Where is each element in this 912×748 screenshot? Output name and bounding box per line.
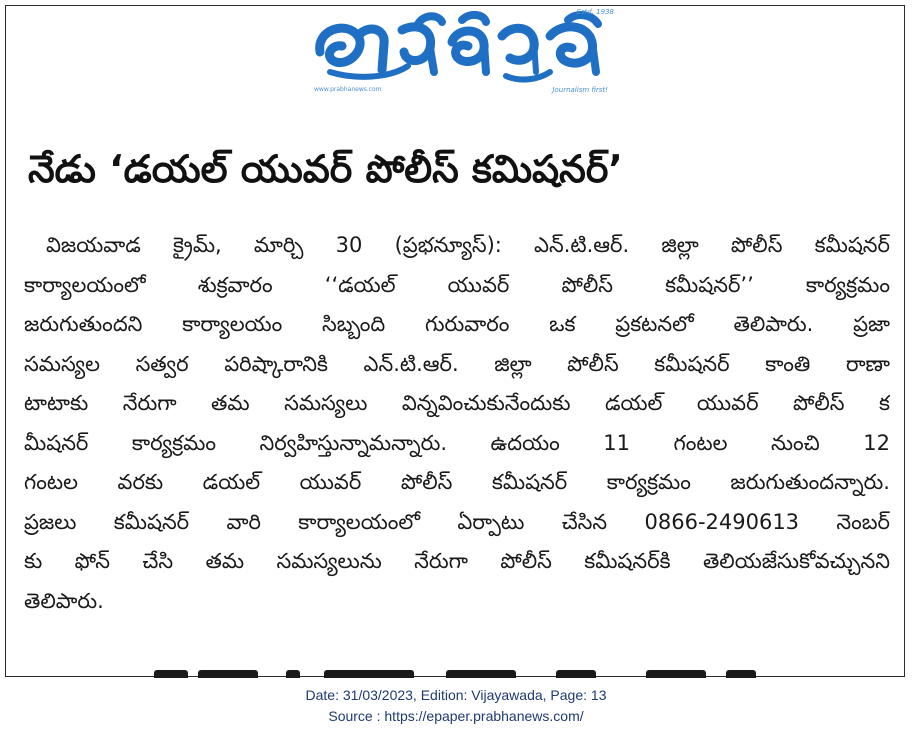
article-line: టాటాకు నేరుగా తమ సమస్యలు విన్నవించుకునేందుకు డయల్ యువర్ పోలీస్ క bbox=[24, 391, 890, 415]
article-headline: నేడు ‘డయల్ యువర్ పోలీస్ కమిషనర్’ bbox=[28, 147, 623, 191]
clipping-frame bbox=[5, 5, 905, 677]
footer-source-link[interactable]: Source : https://epaper.prabhanews.com/ bbox=[328, 708, 584, 724]
newspaper-logo-icon bbox=[306, 6, 616, 98]
article-line: విజయవాడ క్రైమ్, మార్చి 30 (ప్రభన్యూస్): ఎన్.టి.ఆర్. జిల్లా పోలీస్ కమీషనర్ bbox=[46, 233, 890, 257]
footer-date-edition: Date: 31/03/2023, Edition: Vijayawada, Page: 13 bbox=[305, 687, 607, 703]
masthead-logo bbox=[306, 6, 616, 98]
logo-tagline: Journalism first! bbox=[552, 86, 608, 94]
article-line: జరుగుతుందని కార్యాలయం సిబ్బంది గురువారం ఒక ప్రకటనలో తెలిపారు. ప్రజా bbox=[24, 312, 890, 336]
article-line: తెలిపారు. bbox=[24, 588, 104, 613]
logo-established-text: Estd. 1938 bbox=[576, 8, 614, 16]
article-line: కు ఫోన్ చేసి తమ సమస్యలును నేరుగా పోలీస్ కమీషనర్‌కి తెలియజేసుకోవచ్చునని bbox=[24, 549, 890, 573]
article-line: మీషనర్ కార్యక్రమం నిర్వహిస్తున్నామన్నారు. ఉదయం 11 గంటల నుంచి 12 bbox=[24, 430, 890, 455]
cropped-next-line-fragment bbox=[126, 666, 826, 678]
logo-url-text: www.prabhanews.com bbox=[314, 86, 382, 93]
article-body bbox=[24, 226, 890, 621]
article-line: సమస్యల సత్వర పరిష్కారానికి ఎన్.టి.ఆర్. జిల్లా పోలీస్ కమీషనర్ కాంతి రాణా bbox=[24, 351, 890, 376]
article-line: గంటల వరకు డయల్ యువర్ పోలీస్ కమీషనర్ కార్యక్రమం జరుగుతుందన్నారు. bbox=[24, 470, 890, 494]
article-line: ప్రజలు కమీషనర్ వారి కార్యాలయంలో ఏర్పాటు చేసిన 0866-2490613 నెంబర్ bbox=[24, 509, 890, 534]
article-line: కార్యాలయంలో శుక్రవారం ‘‘డయల్ యువర్ పోలీస్ కమీషనర్’’ కార్యక్రమం bbox=[24, 272, 890, 297]
